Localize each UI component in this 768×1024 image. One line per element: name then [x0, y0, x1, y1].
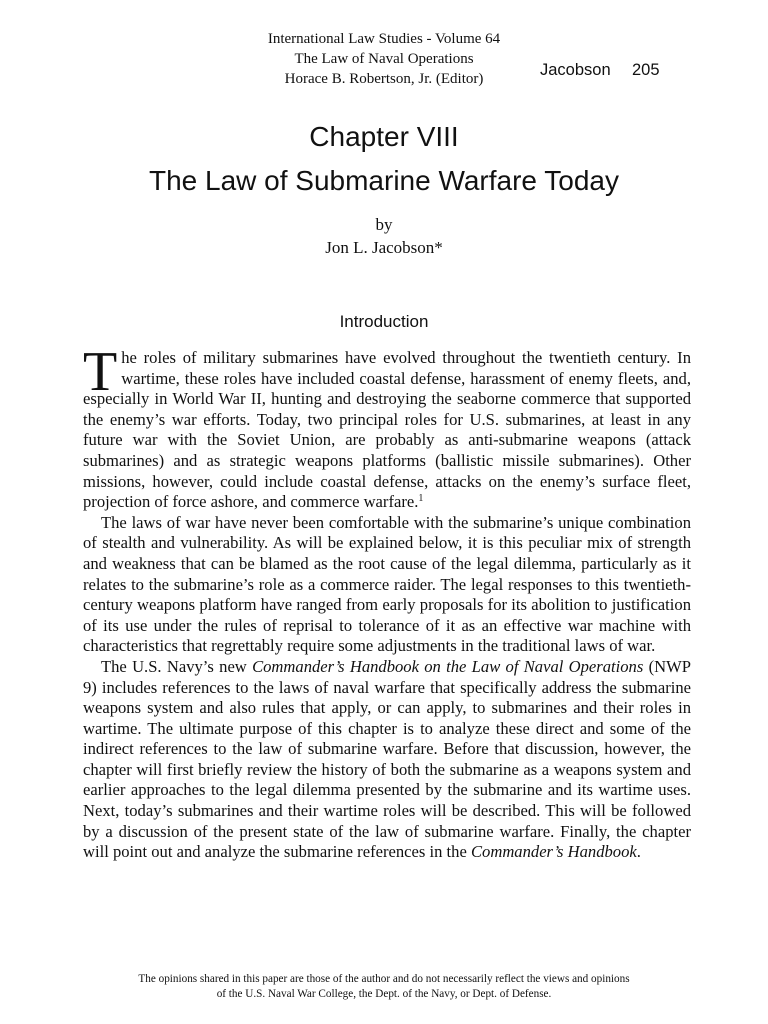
editor-line: Horace B. Robertson, Jr. (Editor): [284, 71, 484, 87]
footnote-ref: 1: [418, 493, 424, 505]
paragraph-3-text-b: (NWP 9) includes references to the laws of naval warfare that specifically address the submarine weapons system and also rules that apply, or can apply, to submarines and their roles in wartime. The ultimate purpose of this chapter is to analyze these direct and some of the indirect references to the law of submarine warfare. Before that discussion, however, the chapter will first briefly review the history of both the submarine as a weapons system and earlier approaches to the legal dilemma presented by the submarine and its wartime uses. Next, today’s submarines and their wartime roles will be described. This will be followed by a discussion of the present state of the law of submarine warfare. Finally, the chapter will point out and analyze the submarine references in the: [83, 656, 691, 862]
paragraph-1-text: he roles of military submarines have evolved throughout the twentieth century. In wartime, these roles have included coastal defense, harassment of enemy fleets, and, especially in World War II, hunting and destroying the seaborne commerce that supported the enemy’s war efforts. Today, two principal roles for U.S. submarines, at least in any future war with the Soviet Union, are probably as anti-submarine weapons (attack submarines) and as strategic weapons platforms (ballistic missile submarines). Other missions, however, could include coastal defense, attacks on the enemy’s surface fleet, projection of force ashore, and commerce warfare.: [83, 348, 691, 512]
paragraph-3-text-a: The U.S. Navy’s new: [101, 656, 253, 676]
handbook-title: Commander’s Handbook on the Law of Naval Operations: [252, 656, 644, 676]
body-text: [83, 341, 691, 863]
page-number: 205: [632, 61, 660, 79]
handbook-short-title: Commander’s Handbook: [470, 842, 637, 862]
series-title: International Law Studies - Volume 64: [267, 31, 501, 47]
paragraph-2: The laws of war have never been comfortable with the submarine’s unique combination of stealth and vulnerability. As will be explained below, it is this peculiar mix of strength and weakness that can be blamed as the root cause of the legal dilemma, particularly as it relates to the submarine’s role as a commerce raider. The legal responses to this twentieth-century weapons platform have ranged from early proposals for its abolition to justification of its use under the rules of reprisal to tolerance of it as an effective war machine with characteristics that regrettably require some adjustments in the traditional laws of war.: [83, 512, 691, 656]
running-head-author: Jacobson: [540, 61, 611, 79]
chapter-number: Chapter VIII: [309, 121, 459, 152]
section-heading: Introduction: [339, 312, 429, 331]
disclaimer: [60, 972, 708, 1002]
paragraph-3: [83, 657, 691, 863]
paragraph-1: [83, 341, 691, 513]
volume-title: The Law of Naval Operations: [294, 51, 474, 67]
author-name: Jon L. Jacobson*: [325, 238, 443, 257]
disclaimer-line-1: The opinions shared in this paper are those of the author and do not necessarily reflect the views and opinions: [138, 973, 630, 985]
series-header: [200, 29, 568, 89]
byline-by: by: [375, 215, 393, 234]
disclaimer-line-2: of the U.S. Naval War College, the Dept. of the Navy, or Dept. of Defense.: [216, 988, 552, 1000]
drop-cap: T: [83, 341, 118, 403]
paragraph-3-end: .: [636, 842, 641, 862]
chapter-title: The Law of Submarine Warfare Today: [148, 165, 619, 196]
running-head: [540, 61, 690, 80]
